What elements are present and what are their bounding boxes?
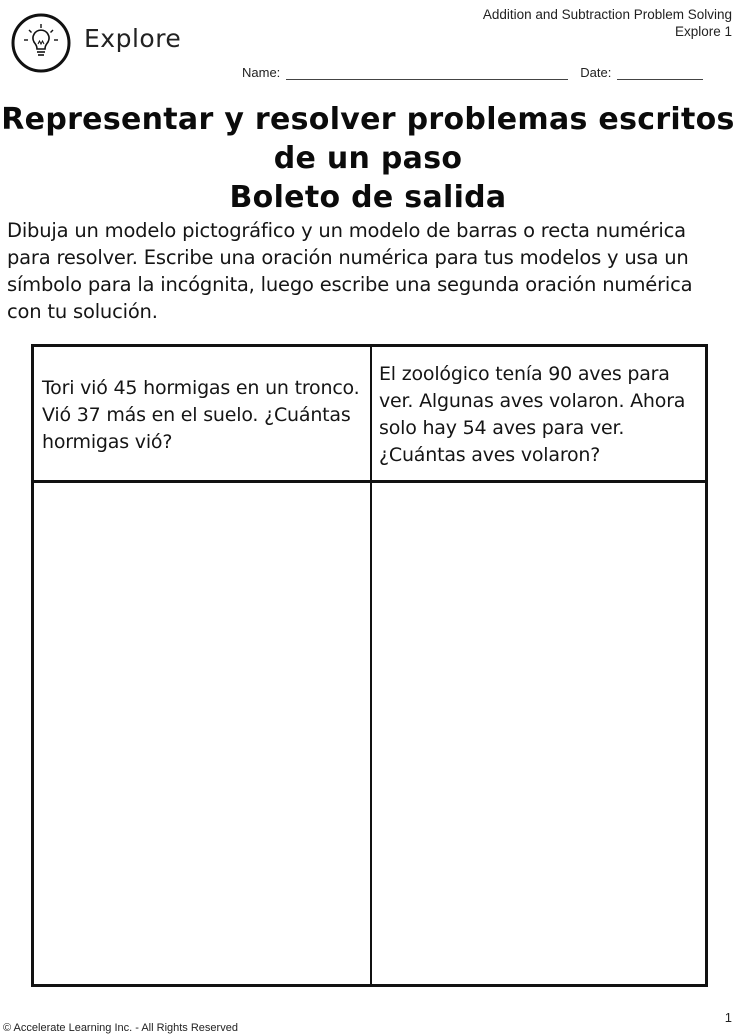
unit-title: Addition and Subtraction Problem Solving — [482, 7, 732, 22]
page-title — [0, 100, 736, 217]
section-label: Explore — [84, 24, 182, 53]
name-field[interactable] — [286, 67, 568, 80]
problem-1-text: Tori vió 45 hormigas en un tronco. Vió 37 más en el suelo. ¿Cuántas hormigas vió? — [42, 377, 360, 453]
date-label: Date: — [580, 65, 612, 80]
title-line-3: Boleto de salida — [229, 180, 507, 215]
answer-area-2[interactable] — [372, 483, 705, 984]
answer-area-1[interactable] — [34, 483, 370, 984]
copyright: © Accelerate Learning Inc. - All Rights Reserved — [3, 1022, 238, 1034]
page-number: 1 — [724, 1010, 732, 1025]
unit-subtitle: Explore 1 — [674, 23, 732, 39]
title-line-1: Representar y resolver problemas escritos — [1, 102, 735, 137]
lightbulb-icon — [10, 12, 72, 74]
date-field[interactable] — [617, 67, 703, 80]
problem-2-text: El zoológico tenía 90 aves para ver. Algunas aves volaron. Ahora solo hay 54 aves para ver. ¿Cuántas aves volaron? — [379, 363, 686, 466]
name-label: Name: — [242, 65, 281, 80]
name-date-row — [242, 65, 703, 80]
title-line-2: de un paso — [273, 141, 463, 176]
unit-heading — [483, 7, 732, 40]
problem-table — [31, 344, 708, 987]
instructions: Dibuja un modelo pictográfico y un modelo de barras o recta numérica para resolver. Escribe una oración numérica para tus modelos y usa un símbolo para la incógnita, luego escribe una segunda oración numérica con tu solución. — [7, 219, 693, 323]
